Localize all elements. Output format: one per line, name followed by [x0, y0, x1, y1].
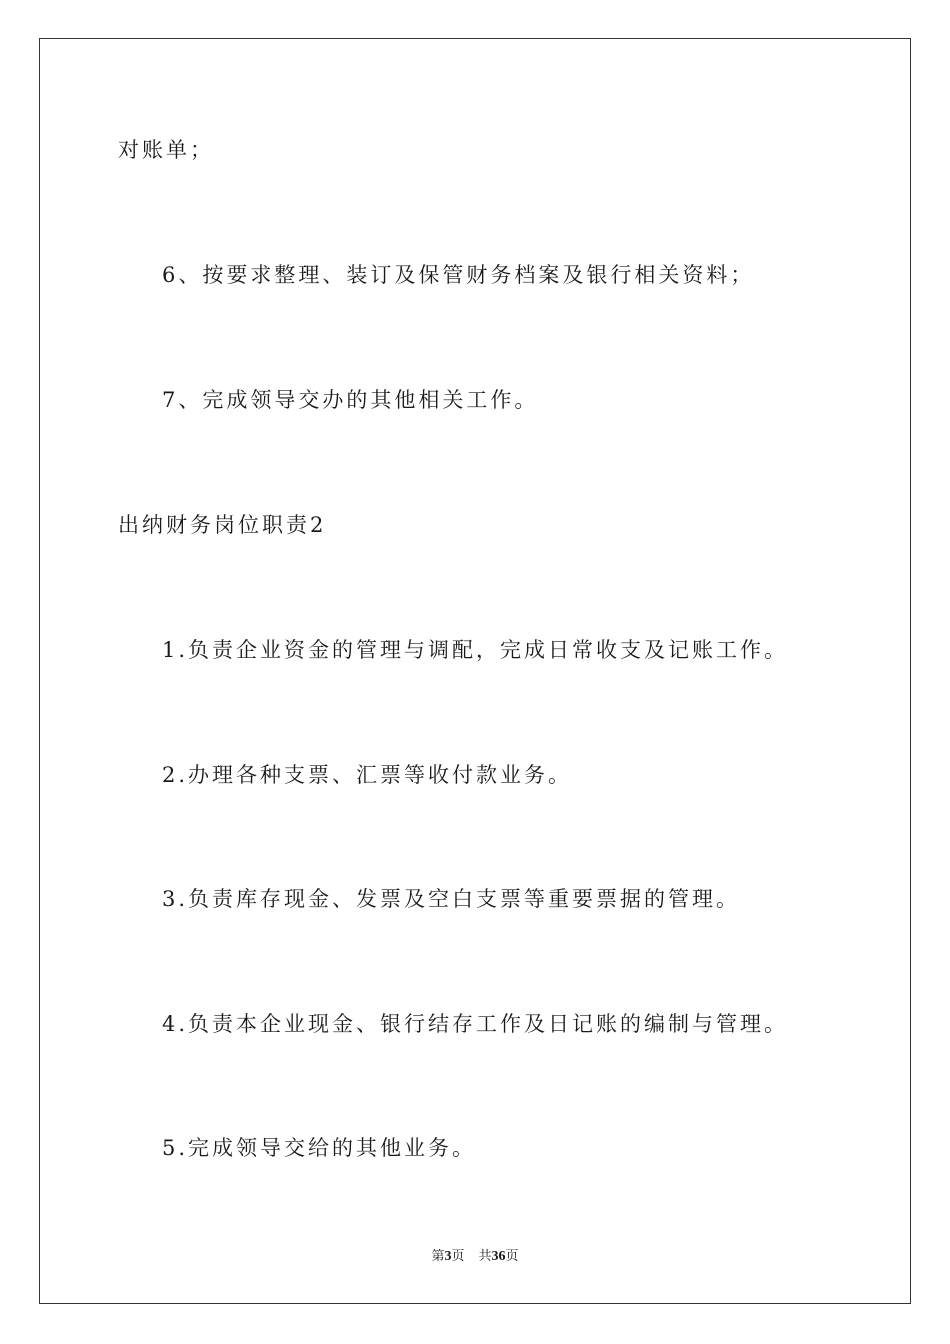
text-line-item-6: 6、按要求整理、装订及保管财务档案及银行相关资料；: [162, 263, 755, 287]
page-border: [39, 38, 911, 1304]
text-line-continuation: 对账单；: [118, 138, 214, 162]
total-prefix: 共: [478, 1249, 492, 1264]
text-line-duty-1: 1.负责企业资金的管理与调配，完成日常收支及记账工作。: [162, 638, 789, 662]
page-number: 3: [444, 1249, 452, 1264]
text-line-duty-3: 3.负责库存现金、发票及空白支票等重要票据的管理。: [162, 887, 741, 911]
text-line-item-7: 7、完成领导交办的其他相关工作。: [162, 388, 539, 412]
text-line-duty-5: 5.完成领导交给的其他业务。: [162, 1136, 477, 1160]
page-prefix: 第: [431, 1249, 445, 1264]
section-heading: 出纳财务岗位职责2: [118, 513, 327, 537]
text-line-duty-4: 4.负责本企业现金、银行结存工作及日记账的编制与管理。: [162, 1012, 789, 1036]
total-suffix: 页: [505, 1249, 519, 1264]
text-line-duty-2: 2.办理各种支票、汇票等收付款业务。: [162, 763, 573, 787]
total-pages: 36: [491, 1249, 506, 1264]
page-footer: [0, 1248, 950, 1266]
page-suffix: 页: [451, 1249, 465, 1264]
